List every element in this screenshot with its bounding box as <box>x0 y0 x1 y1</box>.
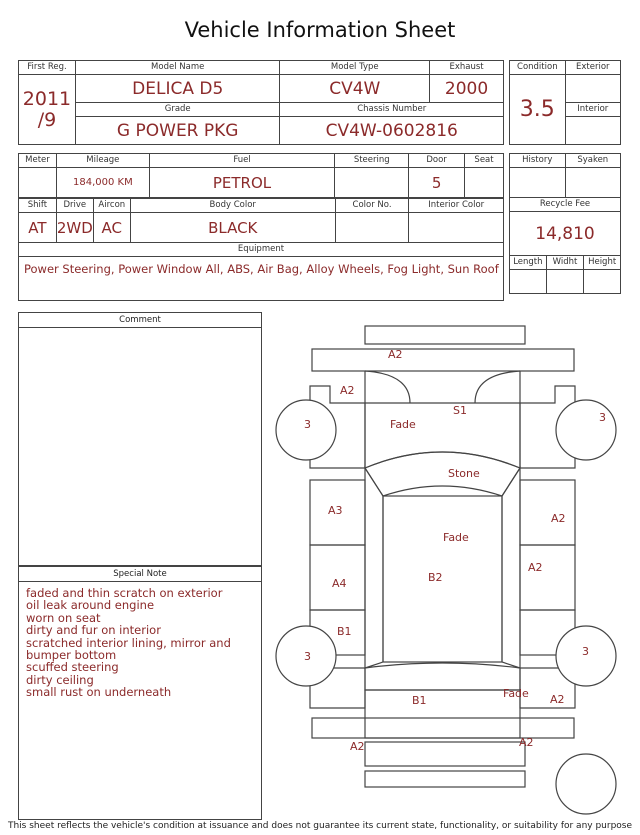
shift-label: Shift <box>19 199 57 213</box>
vehicle-detail-table <box>18 153 504 198</box>
interior-color-label: Interior Color <box>409 199 504 213</box>
mark-tire-rr: 3 <box>582 645 589 658</box>
comment-box <box>18 312 262 566</box>
mark-floor: B2 <box>428 571 443 584</box>
mark-right-rear-door: A2 <box>528 561 543 574</box>
history-value <box>510 168 566 198</box>
car-damage-diagram <box>270 318 625 818</box>
exterior-value <box>565 75 620 103</box>
mark-tire-fr: 3 <box>599 411 606 424</box>
steering-label: Steering <box>335 154 409 168</box>
special-note-item: worn on seat <box>26 610 101 625</box>
fuel-label: Fuel <box>149 154 335 168</box>
rear-step <box>365 771 525 787</box>
length-label: Length <box>510 256 547 270</box>
special-note-item: scratched interior lining, mirror and <box>26 635 231 650</box>
seat-label: Seat <box>465 154 504 168</box>
mark-hood-left: Fade <box>390 418 416 431</box>
mileage-value: 184,000 KM <box>56 168 149 198</box>
mark-windshield: Stone <box>448 467 480 480</box>
right-rear-door <box>520 545 575 610</box>
color-no-value <box>335 213 409 243</box>
history-label: History <box>510 154 566 168</box>
syaken-value <box>565 168 620 198</box>
mark-rear-right: Fade <box>503 687 529 700</box>
grade-value: G POWER PKG <box>75 117 279 145</box>
disclaimer-footer: This sheet reflects the vehicle's condition at issuance and does not guarantee its current state, functionality, or suitability for any purpose <box>7 821 633 831</box>
left-headlight <box>365 371 410 403</box>
exhaust-label: Exhaust <box>430 61 504 75</box>
width-value <box>546 270 584 294</box>
rear-gate <box>365 690 520 738</box>
mark-front-bumper: A2 <box>388 348 403 361</box>
grade-label: Grade <box>75 103 279 117</box>
interior-value <box>565 117 620 145</box>
condition-label: Condition <box>510 61 566 75</box>
rear-window <box>365 663 520 690</box>
front-bumper <box>312 349 574 371</box>
aircon-value: AC <box>93 213 130 243</box>
mark-left-rear-quarter: B1 <box>337 625 352 638</box>
mark-tire-rl: 3 <box>304 650 311 663</box>
mark-rear-gate: B1 <box>412 694 427 707</box>
mark-rear-bumper-right: A2 <box>519 736 534 749</box>
rear-bottom-bar <box>365 742 525 766</box>
tire-front-right <box>556 400 616 460</box>
shift-value: AT <box>19 213 57 243</box>
door-label: Door <box>409 154 465 168</box>
first-reg-year: 2011 <box>22 87 72 110</box>
right-pillar <box>502 468 520 668</box>
height-value <box>584 270 621 294</box>
special-note-item: dirty and fur on interior <box>26 623 161 638</box>
mark-left-front-door: A3 <box>328 504 343 517</box>
mark-tire-fl: 3 <box>304 418 311 431</box>
special-note-item: faded and thin scratch on exterior <box>26 586 223 600</box>
color-no-label: Color No. <box>335 199 409 213</box>
special-note-label: Special Note <box>19 567 261 582</box>
front-top-bar <box>365 326 525 344</box>
model-name-value: DELICA D5 <box>75 75 279 103</box>
page-title: Vehicle Information Sheet <box>184 18 456 42</box>
model-name-label: Model Name <box>75 61 279 75</box>
right-front-door <box>520 480 575 545</box>
special-note-list <box>19 582 261 699</box>
drive-label: Drive <box>56 199 93 213</box>
chassis-number-label: Chassis Number <box>280 103 504 117</box>
special-note-box <box>18 566 262 820</box>
first-reg-value <box>19 75 76 145</box>
equipment-label: Equipment <box>19 243 504 257</box>
windshield <box>365 452 520 496</box>
mileage-label: Mileage <box>56 154 149 168</box>
rear-bumper <box>312 718 574 738</box>
interior-color-value <box>409 213 504 243</box>
door-value: 5 <box>409 168 465 198</box>
seat-value <box>465 168 504 198</box>
left-pillar <box>365 468 383 668</box>
special-note-item: bumper bottom <box>26 648 117 663</box>
first-reg-month: /9 <box>37 108 57 131</box>
drive-value: 2WD <box>56 213 93 243</box>
length-value <box>510 270 547 294</box>
interior-label: Interior <box>565 103 620 117</box>
exhaust-value: 2000 <box>430 75 504 103</box>
chassis-number-value: CV4W-0602816 <box>280 117 504 145</box>
first-reg-label: First Reg. <box>19 61 76 75</box>
mark-hood: S1 <box>453 404 467 417</box>
meter-value <box>19 168 57 198</box>
meter-label: Meter <box>19 154 57 168</box>
body-color-value: BLACK <box>130 213 335 243</box>
vehicle-basic-table <box>18 60 504 145</box>
recycle-fee-label: Recycle Fee <box>510 198 621 212</box>
model-type-value: CV4W <box>280 75 430 103</box>
right-headlight <box>475 371 520 403</box>
mark-rear-bumper-left: A2 <box>350 740 365 753</box>
history-table <box>509 153 621 294</box>
exterior-label: Exterior <box>565 61 620 75</box>
hood <box>365 403 520 468</box>
mark-rear-right-corner: A2 <box>550 693 565 706</box>
special-note-item: dirty ceiling <box>26 672 94 687</box>
special-note-item: oil leak around engine <box>26 598 155 613</box>
height-label: Height <box>584 256 621 270</box>
spare-tire <box>556 754 616 814</box>
condition-value: 3.5 <box>510 75 566 145</box>
aircon-label: Aircon <box>93 199 130 213</box>
mark-roof: Fade <box>443 531 469 544</box>
syaken-label: Syaken <box>565 154 620 168</box>
mark-front-left-fender: A2 <box>340 384 355 397</box>
body-color-label: Body Color <box>130 199 335 213</box>
width-label: Widht <box>546 256 584 270</box>
color-table <box>18 198 504 301</box>
equipment-value: Power Steering, Power Window All, ABS, Air Bag, Alloy Wheels, Fog Light, Sun Roof <box>19 257 504 301</box>
fuel-value: PETROL <box>149 168 335 198</box>
recycle-fee-value: 14,810 <box>510 212 621 256</box>
steering-value <box>335 168 409 198</box>
model-type-label: Model Type <box>280 61 430 75</box>
mark-left-rear-door: A4 <box>332 577 347 590</box>
condition-table <box>509 60 621 145</box>
mark-right-front-door: A2 <box>551 512 566 525</box>
special-note-item: small rust on underneath <box>26 685 172 700</box>
comment-label: Comment <box>19 313 261 328</box>
special-note-item: scuffed steering <box>26 660 119 675</box>
